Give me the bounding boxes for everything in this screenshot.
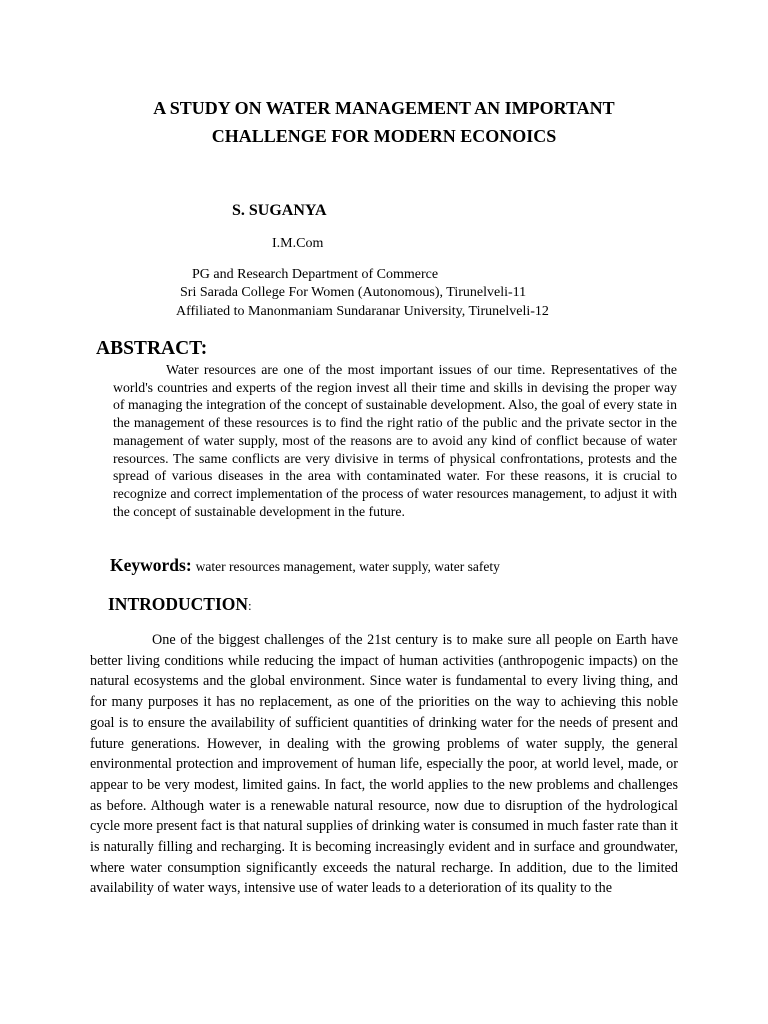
introduction-body [90, 630, 678, 899]
title-line-2: CHALLENGE FOR MODERN ECONOICS [211, 126, 557, 146]
affiliation-line-2: Sri Sarada College For Women (Autonomous), Tirunelveli-11 [180, 285, 527, 300]
introduction-heading [108, 594, 252, 615]
introduction-heading-text: INTRODUCTION [108, 594, 249, 614]
author-name: S. SUGANYA [232, 202, 327, 219]
abstract-body [113, 361, 677, 520]
author-degree: I.M.Com [272, 236, 324, 251]
title-line-1: A STUDY ON WATER MANAGEMENT AN IMPORTANT [153, 98, 615, 118]
introduction-heading-colon: : [248, 598, 252, 613]
introduction-text: One of the biggest challenges of the 21st century is to make sure all people on Earth have better living conditions while reducing the impact of human activities (anthropogenic impacts) on the natural ecosystems and the global environment. Since water is fundamental to every living thing, and for many purposes it has no replacement, as one of the priorities on the way to achieving this noble goal is to ensure the availability of sufficient quantities of drinking water for the needs of present and future generations. However, in dealing with the growing problems of water supply, the general environmental protection and improvement of human life, especially the poor, at world level, made, or appear to be very modest, limited gains. In fact, the world applies to the new problems and challenges as before. Although water is a renewable natural resource, now due to disruption of the hydrological cycle more present fact is that natural supplies of drinking water is consumed in much faster rate than it is naturally filling and recharging. It is becoming increasingly evident and in surface and groundwater, where water consumption significantly exceeds the natural recharge. In addition, due to the limited availability of water ways, intensive use of water leads to a deterioration of its quality to the [90, 632, 678, 897]
keywords-line [110, 555, 500, 576]
keywords-value: water resources management, water supply, water safety [195, 559, 500, 574]
abstract-heading: ABSTRACT: [96, 338, 208, 359]
abstract-text: Water resources are one of the most important issues of our time. Representatives of the world's countries and experts of the region invest all their time and skills in devising the proper way of managing the integration of the concept of sustainable development. Also, the goal of every state in the management of these resources is to find the right ratio of the public and the private sector in the management of water supply, most of the reasons are to avoid any kind of conflict because of water resources. The same conflicts are very divisive in terms of physical confrontations, protests and the spread of various diseases in the area with contaminated water. For these reasons, it is crucial to recognize and correct implementation of the process of water resources management, to adjust it with the concept of sustainable development in the future. [113, 362, 677, 519]
paper-title [0, 94, 768, 150]
affiliation-line-3: Affiliated to Manonmaniam Sundaranar University, Tirunelveli-12 [176, 304, 549, 319]
affiliation-line-1: PG and Research Department of Commerce [192, 267, 439, 282]
keywords-label: Keywords: [110, 555, 192, 575]
